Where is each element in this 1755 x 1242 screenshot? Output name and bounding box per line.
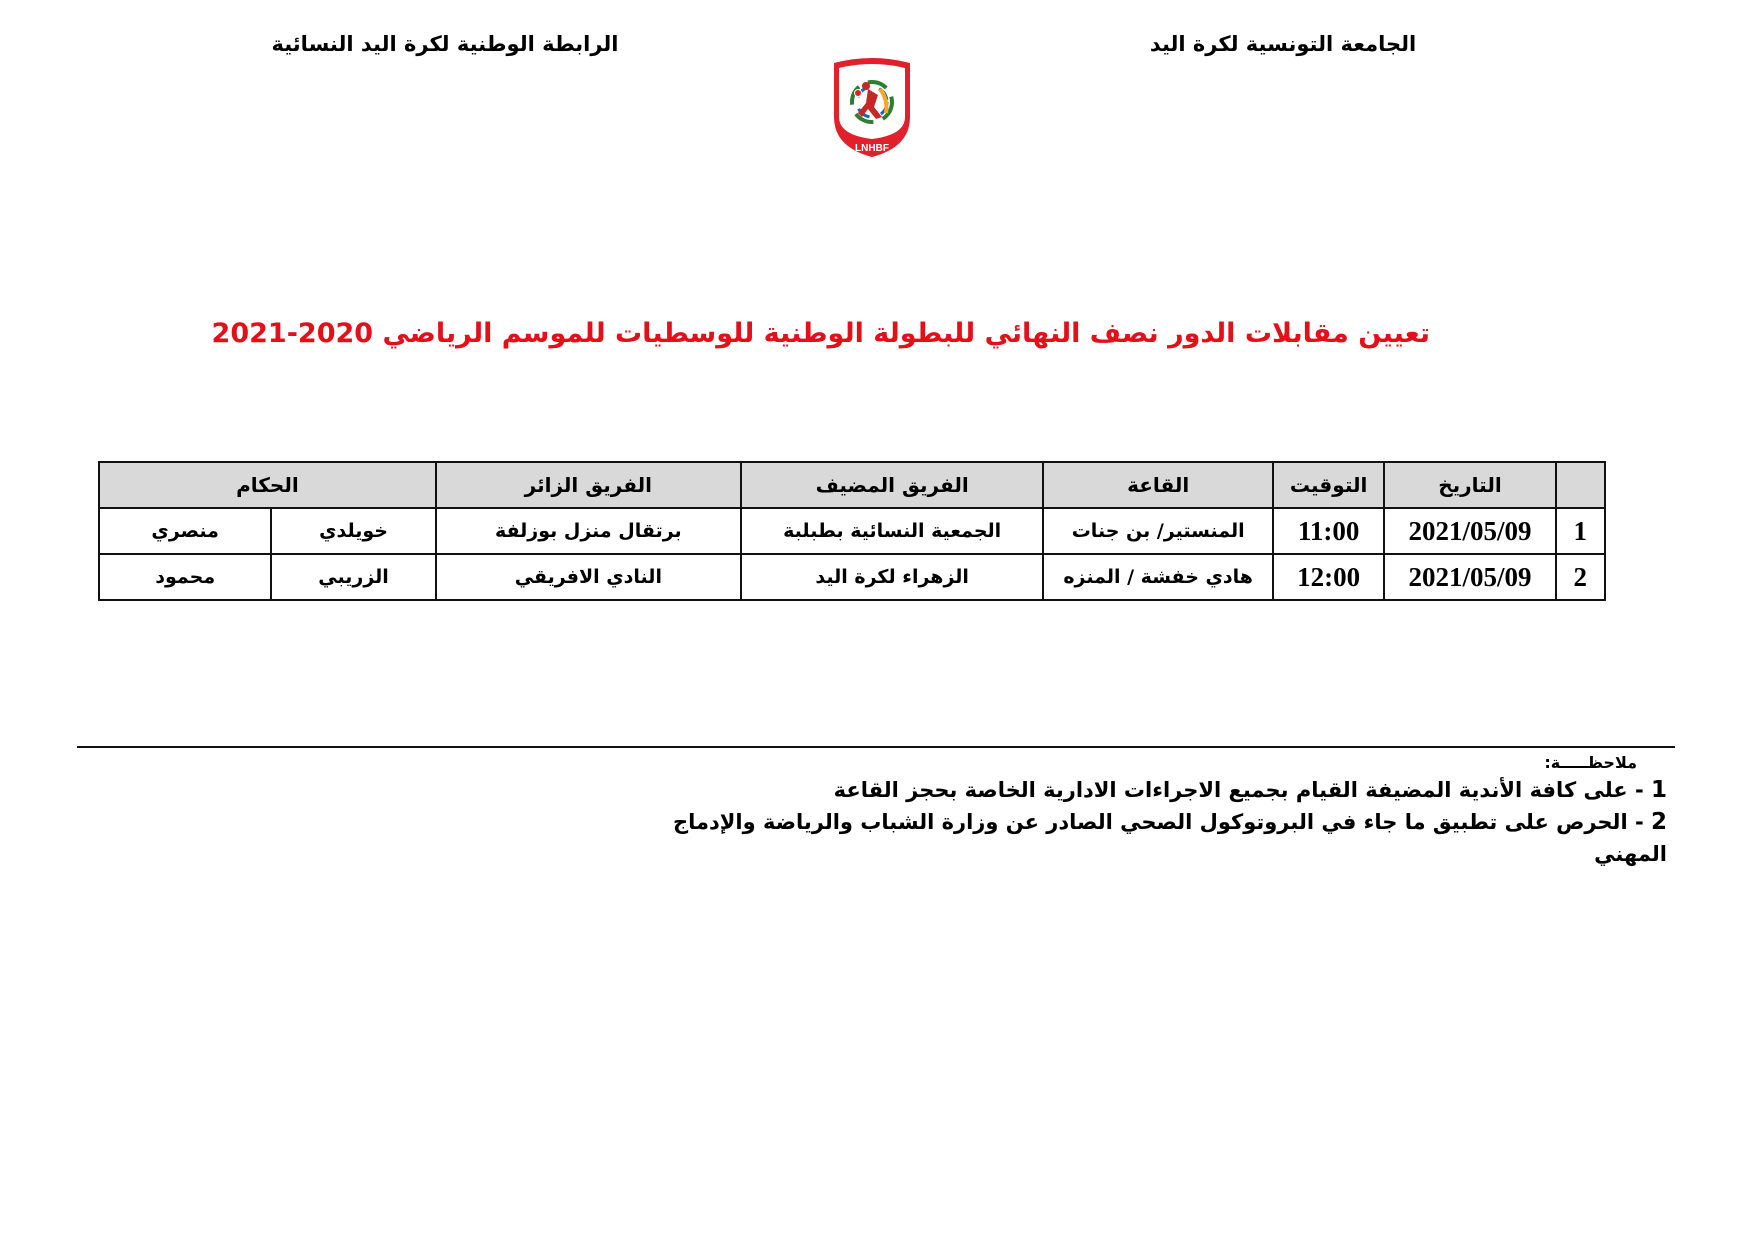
cell-date: 2021/05/09	[1384, 554, 1555, 600]
logo-text: LNHBF	[855, 143, 889, 154]
federation-name: الجامعة التونسية لكرة اليد	[1149, 32, 1417, 56]
table-row	[99, 554, 1605, 600]
table-row	[99, 508, 1605, 554]
header-date: التاريخ	[1384, 462, 1555, 508]
table-header-row	[99, 462, 1605, 508]
header-away-team: الفريق الزائر	[436, 462, 741, 508]
notes-title: ملاحظـــــة:	[1544, 753, 1637, 772]
cell-hall: هادي خفشة / المنزه	[1043, 554, 1272, 600]
page-title: تعيين مقابلات الدور نصف النهائي للبطولة الوطنية للوسطيات للموسم الرياضي 2020-2021	[211, 318, 1430, 349]
cell-away-team: برتقال منزل بوزلفة	[436, 508, 741, 554]
cell-referee-1: الزريبي	[271, 554, 435, 600]
cell-home-team: الزهراء لكرة اليد	[741, 554, 1044, 600]
cell-referee-1: خويلدي	[271, 508, 435, 554]
cell-home-team: الجمعية النسائية بطبلبة	[741, 508, 1044, 554]
shield-logo-icon	[828, 55, 916, 159]
header-index	[1556, 462, 1605, 508]
schedule-table	[98, 461, 1606, 601]
note-item	[667, 806, 1667, 870]
note-dash: -	[1627, 810, 1644, 834]
header-hall: القاعة	[1043, 462, 1272, 508]
notes-section	[667, 752, 1667, 870]
divider-line	[77, 746, 1675, 748]
cell-referee-2: منصري	[99, 508, 271, 554]
note-text: على كافة الأندية المضيفة القيام بجميع الاجراءات الادارية الخاصة بحجز القاعة	[833, 778, 1628, 802]
note-number: 1	[1650, 777, 1667, 803]
header-home-team: الفريق المضيف	[741, 462, 1044, 508]
league-name: الرابطة الوطنية لكرة اليد النسائية	[271, 32, 619, 56]
note-item	[667, 774, 1667, 806]
cell-away-team: النادي الافريقي	[436, 554, 741, 600]
header-referees: الحكام	[99, 462, 436, 508]
note-number: 2	[1650, 809, 1667, 835]
cell-index: 2	[1556, 554, 1605, 600]
header-time: التوقيت	[1273, 462, 1384, 508]
note-text: الحرص على تطبيق ما جاء في البروتوكول الصحي الصادر عن وزارة الشباب والرياضة والإدماج المهني	[672, 810, 1667, 866]
cell-date: 2021/05/09	[1384, 508, 1555, 554]
cell-time: 12:00	[1273, 554, 1384, 600]
cell-index: 1	[1556, 508, 1605, 554]
cell-referee-2: محمود	[99, 554, 271, 600]
note-dash: -	[1627, 778, 1644, 802]
cell-time: 11:00	[1273, 508, 1384, 554]
cell-hall: المنستير/ بن جنات	[1043, 508, 1272, 554]
league-logo	[828, 55, 916, 159]
